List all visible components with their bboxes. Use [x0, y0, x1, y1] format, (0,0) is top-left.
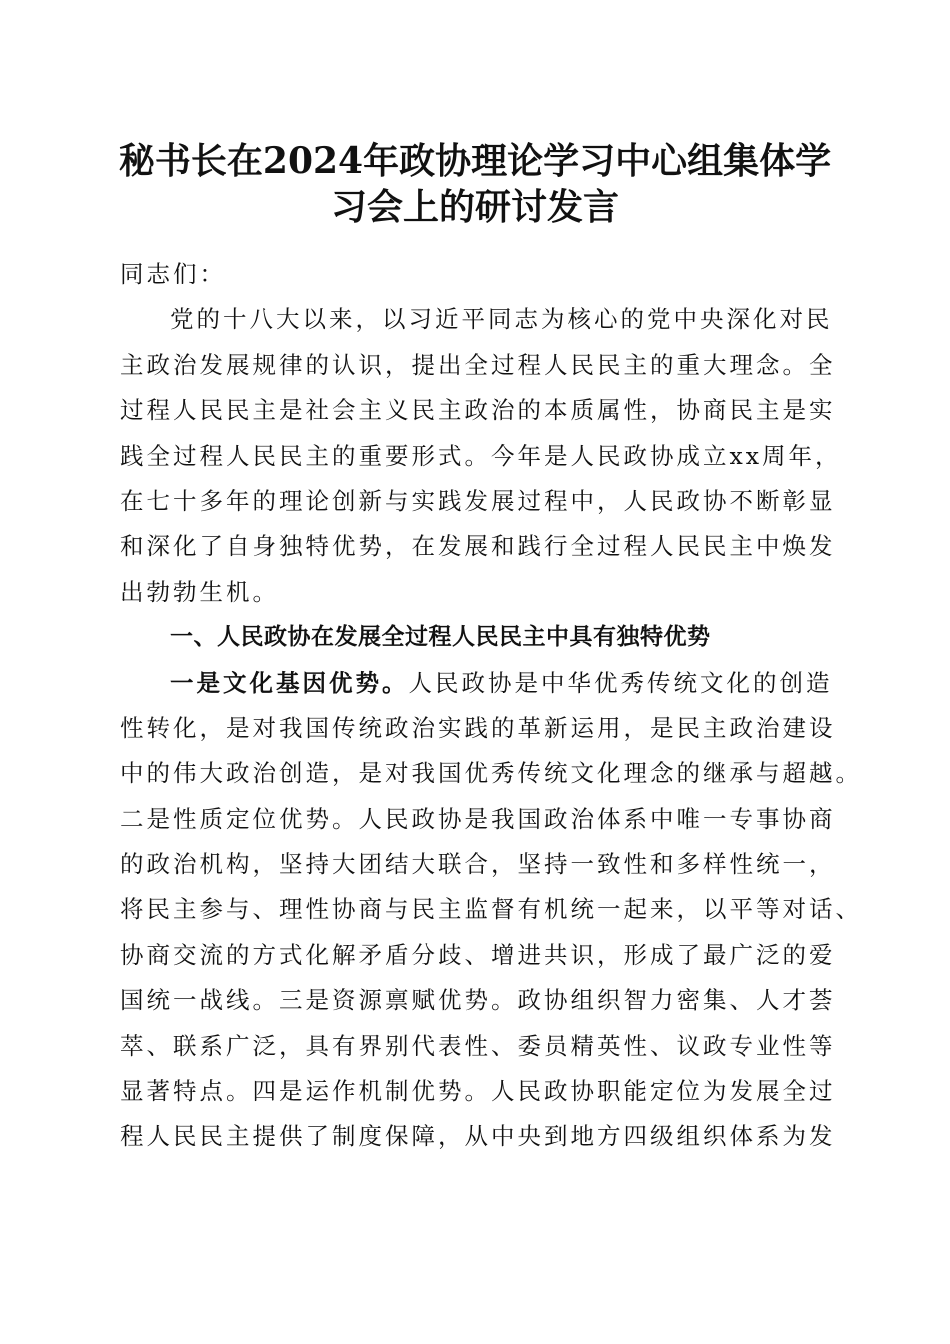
paragraph-line: 性转化，是对我国传统政治实践的革新运用，是民主政治建设 [120, 713, 836, 742]
title-line-2: 习会上的研讨发言 [330, 186, 619, 228]
paragraph-line: 的政治机构，坚持大团结大联合，坚持一致性和多样性统一， [120, 850, 836, 879]
paragraph-line: 出勃勃生机。 [120, 577, 279, 606]
paragraph-line: 党的十八大以来，以习近平同志为核心的党中央深化对民 [170, 305, 833, 334]
paragraph-line: 在七十多年的理论创新与实践发展过程中，人民政协不断彰显 [120, 486, 836, 515]
paragraph-line: 协商交流的方式化解矛盾分歧、增进共识，形成了最广泛的爱 [120, 940, 836, 969]
paragraph-line: 显著特点。四是运作机制优势。人民政协职能定位为发展全过 [120, 1077, 836, 1106]
paragraph-line: 将民主参与、理性协商与民主监督有机统一起来，以平等对话、 [120, 895, 862, 924]
paragraph-line: 程人民民主提供了制度保障，从中央到地方四级组织体系为发 [120, 1122, 836, 1151]
paragraph-line: 和深化了自身独特优势，在发展和践行全过程人民民主中焕发 [120, 532, 836, 561]
paragraph-line: 萃、联系广泛，具有界别代表性、委员精英性、议政专业性等 [120, 1031, 836, 1060]
paragraph-line [120, 661, 840, 706]
paragraph-line: 二是性质定位优势。人民政协是我国政治体系中唯一专事协商 [120, 804, 836, 833]
paragraph-line: 中的伟大政治创造，是对我国优秀传统文化理念的继承与超越。 [120, 759, 862, 788]
paragraph-line-rest: 人民政协是中华优秀传统文化的创造 [408, 668, 833, 697]
paragraph-lead: 一是文化基因优势。 [170, 668, 409, 697]
document-body [120, 252, 862, 1160]
paragraph-line: 主政治发展规律的认识，提出全过程人民民主的重大理念。全 [120, 350, 836, 379]
paragraph-line: 过程人民民主是社会主义民主政治的本质属性，协商民主是实 [120, 396, 836, 425]
title-line-1: 秘书长在2024年政协理论学习中心组集体学 [118, 140, 832, 182]
paragraph-line: 国统一战线。三是资源禀赋优势。政协组织智力密集、人才荟 [120, 986, 836, 1015]
paragraph-line: 践全过程人民民主的重要形式。今年是人民政协成立xx周年， [120, 441, 842, 470]
document-title [60, 138, 890, 230]
salutation: 同志们： [120, 260, 226, 288]
section-heading: 一、人民政协在发展全过程人民民主中具有独特优势 [170, 624, 711, 651]
